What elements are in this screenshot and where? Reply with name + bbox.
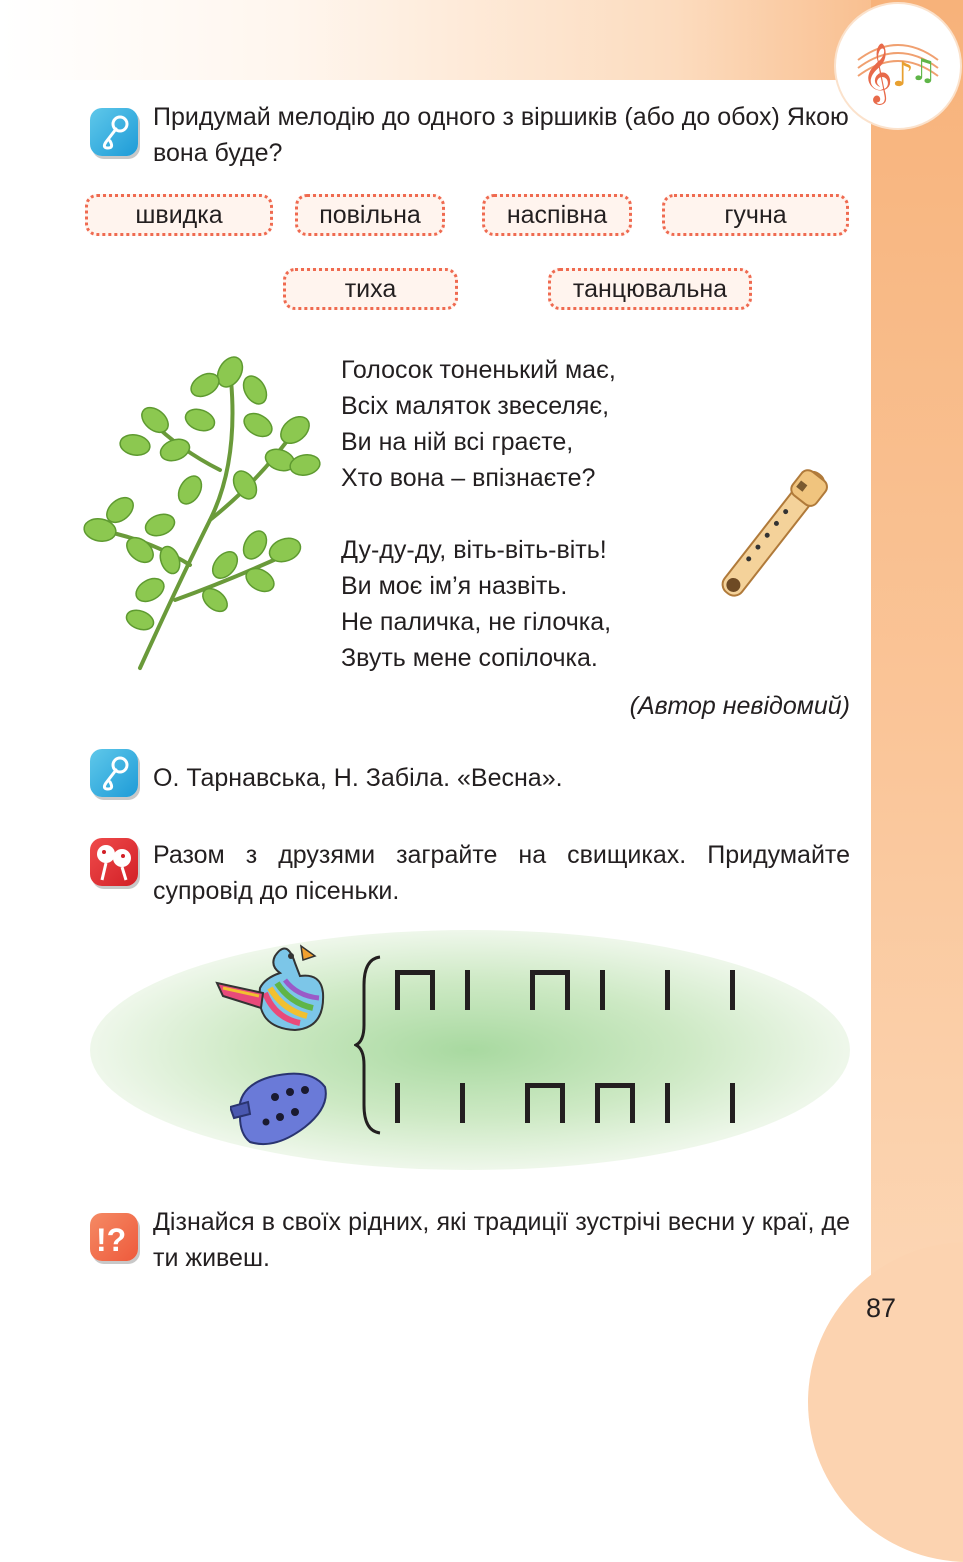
task3-text: Разом з друзями заграйте на свищиках. Придумайте супровід до пісеньки. bbox=[153, 841, 850, 905]
rhythm-quarter bbox=[600, 970, 605, 1010]
poem bbox=[341, 352, 616, 676]
tag-dance: танцювальна bbox=[548, 268, 752, 310]
poem-line: Ду-ду-ду, віть-віть-віть! bbox=[341, 536, 607, 564]
task2-text: О. Тарнавська, Н. Забіла. «Весна». bbox=[153, 764, 563, 792]
tag-fast: швидка bbox=[85, 194, 273, 236]
header-band bbox=[0, 0, 963, 80]
svg-text:!?: !? bbox=[96, 1222, 127, 1258]
question-icon bbox=[90, 1213, 138, 1261]
rhythm-quarter bbox=[665, 1083, 670, 1123]
poem-line: Ви моє ім’я назвіть. bbox=[341, 572, 568, 600]
branch-illustration bbox=[80, 350, 330, 675]
poem-line: Не паличка, не гілочка, bbox=[341, 608, 612, 636]
svg-text:♪: ♪ bbox=[892, 55, 914, 95]
rhythm-quarter bbox=[730, 1083, 735, 1123]
rhythm-row-1 bbox=[395, 970, 735, 1010]
poem-line: Хто вона – впізнаєте? bbox=[341, 464, 596, 492]
task4-text: Дізнайся в своїх рідних, які традиції зустрічі весни у краї, де ти живеш. bbox=[153, 1208, 850, 1272]
poem-line: Звуть мене сопілочка. bbox=[341, 644, 598, 672]
corner-decoration bbox=[808, 1242, 963, 1562]
tag-quiet: тиха bbox=[283, 268, 458, 310]
poem-author: (Автор невідомий) bbox=[629, 692, 850, 720]
rhythm-eighth-pair bbox=[525, 1083, 565, 1123]
side-band bbox=[871, 0, 963, 1394]
rhythm-quarter bbox=[395, 1083, 400, 1123]
maracas-icon bbox=[90, 838, 138, 886]
rhythm-background bbox=[90, 930, 850, 1170]
poem-line: Голосок тоненький має, bbox=[341, 356, 616, 384]
rhythm-eighth-pair bbox=[595, 1083, 635, 1123]
microphone-icon bbox=[90, 749, 138, 797]
whistle-bird-illustration bbox=[215, 938, 330, 1033]
flute-illustration bbox=[700, 460, 850, 610]
poem-line: Ви на ній всі граєте, bbox=[341, 428, 574, 456]
poem-line: Всіх маляток звеселяє, bbox=[341, 392, 610, 420]
rhythm-quarter bbox=[730, 970, 735, 1010]
svg-text:𝄞: 𝄞 bbox=[862, 43, 893, 103]
music-notes-icon bbox=[836, 4, 960, 128]
svg-text:♫: ♫ bbox=[910, 53, 937, 88]
brace bbox=[354, 955, 384, 1135]
rhythm-quarter bbox=[465, 970, 470, 1010]
microphone-icon bbox=[90, 108, 138, 156]
tag-melodic: наспівна bbox=[482, 194, 632, 236]
tag-loud: гучна bbox=[662, 194, 849, 236]
rhythm-quarter bbox=[460, 1083, 465, 1123]
ocarina-illustration bbox=[230, 1062, 330, 1150]
tag-slow: повільна bbox=[295, 194, 445, 236]
page-number: 87 bbox=[866, 1293, 897, 1323]
task1-text: Придумай мелодію до одного з віршиків (або до обох) Якою вона буде? bbox=[153, 103, 849, 167]
rhythm-eighth-pair bbox=[530, 970, 570, 1010]
rhythm-eighth-pair bbox=[395, 970, 435, 1010]
rhythm-quarter bbox=[665, 970, 670, 1010]
rhythm-row-2 bbox=[395, 1083, 735, 1123]
